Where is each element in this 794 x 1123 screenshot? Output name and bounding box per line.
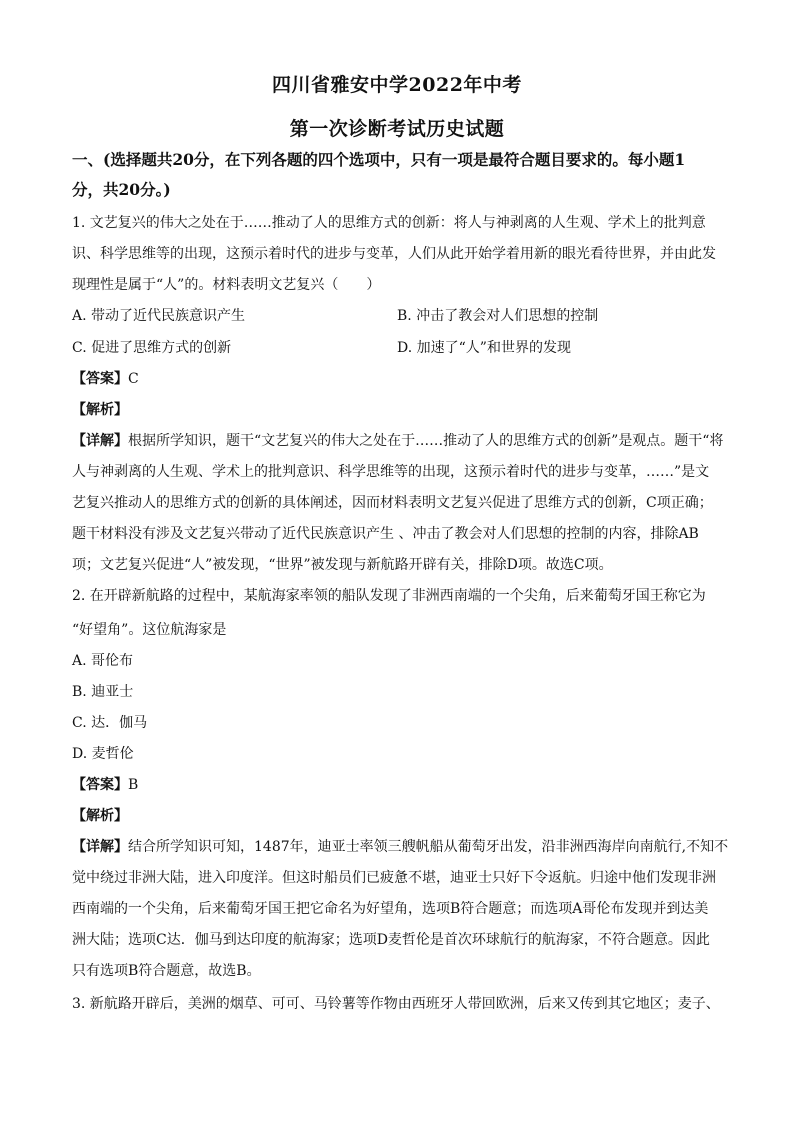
q2-option-d: D. 麦哲伦 bbox=[72, 746, 134, 762]
analysis-tag: 【解析】 bbox=[72, 402, 128, 418]
q1-option-a: A. 带动了近代民族意识产生 bbox=[72, 308, 246, 324]
q1-detail-line: 艺复兴推动人的思维方式的创新的具体阐述，因而材料表明文艺复兴促进了思维方式的创新，C项正确； bbox=[72, 495, 713, 511]
page-title: 四川省雅安中学2022年中考 bbox=[272, 74, 522, 96]
q2-stem-line: “好望角”。这位航海家是 bbox=[72, 622, 227, 638]
q2-detail-line: 西南端的一个尖角，后来葡萄牙国王把它命名为好望角，选项B符合题意；而选项A哥伦布发现并到达美 bbox=[72, 901, 709, 917]
q2-stem-line: 2. 在开辟新航路的过程中，某航海家率领的船队发现了非洲西南端的一个尖角，后来葡萄牙国王称它为 bbox=[72, 588, 706, 604]
q2-detail-line: 觉中绕过非洲大陆，进入印度洋。但这时船员们已疲惫不堪，迪亚士只好下令返航。归途中他们发现非洲 bbox=[72, 870, 716, 886]
analysis-tag: 【解析】 bbox=[72, 808, 128, 824]
answer-tag: 【答案】 bbox=[72, 777, 128, 793]
q2-detail-line: 只有选项B符合题意，故选B。 bbox=[72, 963, 261, 979]
q2-answer bbox=[72, 775, 732, 795]
q2-option-b: B. 迪亚士 bbox=[72, 684, 134, 700]
answer-tag: 【答案】 bbox=[72, 371, 128, 387]
q2-option-a: A. 哥伦布 bbox=[72, 653, 134, 669]
q1-option-d: D. 加速了“人”和世界的发现 bbox=[397, 340, 571, 356]
answer-value: C bbox=[128, 371, 139, 387]
page-subtitle: 第一次诊断考试历史试题 bbox=[289, 118, 505, 140]
q1-stem-line: 1. 文艺复兴的伟大之处在于……推动了人的思维方式的创新：将人与神剥离的人生观、学术上的批判意 bbox=[72, 215, 706, 231]
q1-detail-line: 人与神剥离的人生观、学术上的批判意识、科学思维等的出现，这预示着时代的进步与变革，……”是文 bbox=[72, 464, 710, 480]
q2-detail-line: 洲大陆；选项C达．伽马到达印度的航海家；选项D麦哲伦是首次环球航行的航海家，不符合题意。因此 bbox=[72, 932, 710, 948]
q2-option-c: C. 达．伽马 bbox=[72, 715, 148, 731]
answer-value: B bbox=[128, 777, 139, 793]
q1-stem-line: 识、科学思维等的出现，这预示着时代的进步与变革，人们从此开始学着用新的眼光看待世界，并由此发 bbox=[72, 246, 716, 262]
q1-option-b: B. 冲击了教会对人们思想的控制 bbox=[397, 308, 599, 324]
q3-stem-line: 3. 新航路开辟后，美洲的烟草、可可、马铃薯等作物由西班牙人带回欧洲，后来又传到其它地区；麦子、 bbox=[72, 996, 720, 1012]
detail-tag: 【详解】 bbox=[72, 839, 128, 855]
q2-analysis-tag bbox=[72, 806, 732, 826]
q1-stem-line: 现理性是属于“人”的。材料表明文艺复兴（ ） bbox=[72, 277, 381, 293]
q1-answer bbox=[72, 369, 732, 389]
detail-tag: 【详解】 bbox=[72, 433, 128, 449]
detail-text: 根据所学知识，题干“文艺复兴的伟大之处在于……推动了人的思维方式的创新”是观点。题干“将 bbox=[128, 433, 724, 449]
detail-text: 结合所学知识可知，1487年，迪亚士率领三艘帆船从葡萄牙出发，沿非洲西海岸向南航行,不知不 bbox=[128, 839, 729, 855]
section-heading-line2: 分，共20分。) bbox=[72, 180, 171, 199]
q2-detail-line bbox=[72, 837, 732, 857]
q1-analysis-tag bbox=[72, 400, 732, 420]
q1-detail-line: 项；文艺复兴促进“人”被发现，“世界”被发现与新航路开辟有关，排除D项。故选C项。 bbox=[72, 557, 613, 573]
q1-detail-line bbox=[72, 431, 732, 451]
q1-option-c: C. 促进了思维方式的创新 bbox=[72, 340, 232, 356]
section-heading-line1: 一、(选择题共20分，在下列各题的四个选项中，只有一项是最符合题目要求的。每小题1 bbox=[72, 150, 686, 169]
q1-detail-line: 题干材料没有涉及文艺复兴带动了近代民族意识产生 、冲击了教会对人们思想的控制的内容，排除AB bbox=[72, 526, 699, 542]
